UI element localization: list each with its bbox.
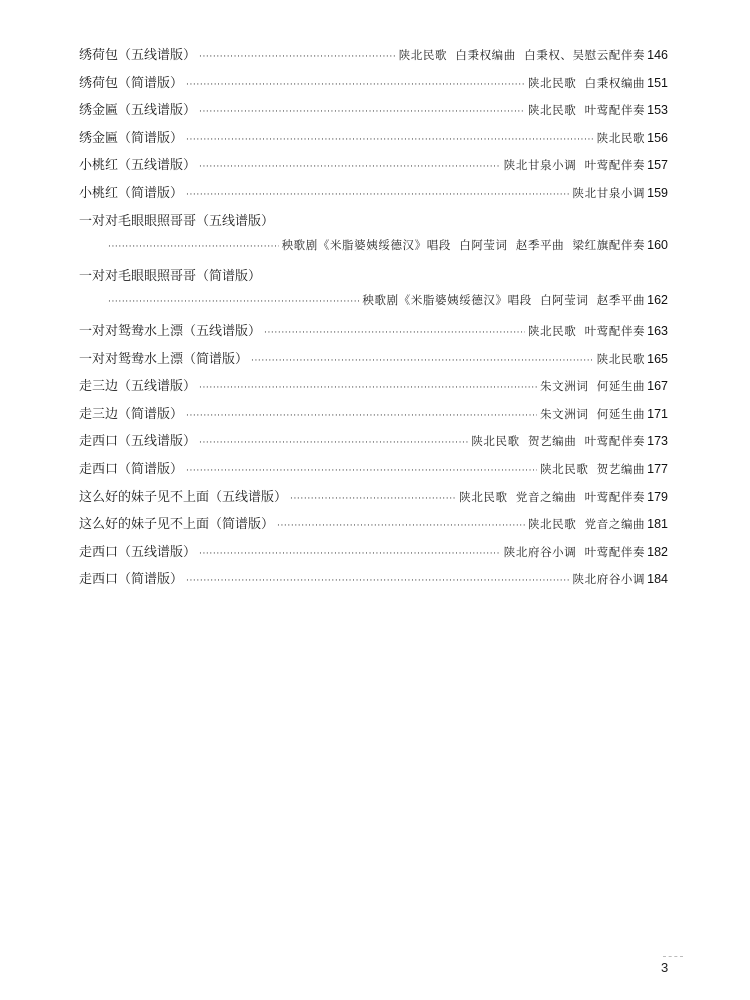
- toc-entry-page: 156: [647, 130, 668, 145]
- dot-leader: [199, 48, 396, 63]
- toc-entry-credits: 陕北民歌 贺艺编曲: [540, 461, 646, 476]
- toc-entry-page: 162: [647, 293, 668, 308]
- toc-entry[interactable]: [79, 541, 668, 569]
- dot-leader: [251, 352, 594, 367]
- toc-entry[interactable]: [79, 265, 668, 293]
- toc-entry[interactable]: [79, 348, 668, 376]
- toc-entry-title: 绣金匾（简谱版）: [79, 130, 184, 146]
- toc-entry-title: 这么好的妹子见不上面（简谱版）: [79, 517, 275, 533]
- dot-leader: [199, 434, 468, 449]
- toc-entry[interactable]: [79, 320, 668, 348]
- toc-entry-title: 一对对毛眼眼照哥哥（简谱版）: [79, 268, 262, 284]
- dot-leader: [186, 407, 537, 422]
- toc-entry-page: 177: [647, 461, 668, 476]
- toc-entry-page: 153: [647, 103, 668, 118]
- toc-entry-title: 走西口（五线谱版）: [79, 544, 197, 560]
- table-of-contents: [79, 44, 668, 596]
- toc-entry-title: 走西口（五线谱版）: [79, 434, 197, 450]
- dot-leader: [186, 76, 525, 91]
- toc-entry-continuation[interactable]: [79, 237, 668, 265]
- toc-entry-credits: 陕北民歌 叶莺配伴奏: [527, 103, 646, 118]
- toc-entry[interactable]: [79, 127, 668, 155]
- toc-entry[interactable]: [79, 403, 668, 431]
- toc-entry-credits: 陕北民歌 党音之编曲: [527, 517, 646, 532]
- toc-entry[interactable]: [79, 486, 668, 514]
- dot-leader: [290, 490, 456, 505]
- toc-entry-title: 绣荷包（简谱版）: [79, 75, 184, 91]
- toc-entry-page: 160: [647, 238, 668, 253]
- toc-entry-continuation[interactable]: [79, 292, 668, 320]
- toc-entry-credits: 陕北民歌 白秉权编曲: [527, 75, 646, 90]
- toc-entry-title: 小桃红（简谱版）: [79, 185, 184, 201]
- toc-entry-page: 157: [647, 158, 668, 173]
- toc-entry-credits: 朱文洲词 何延生曲: [540, 406, 646, 421]
- toc-entry[interactable]: [79, 182, 668, 210]
- toc-entry-title: 绣金匾（五线谱版）: [79, 103, 197, 119]
- toc-entry-title: 走西口（简谱版）: [79, 461, 184, 477]
- toc-entry-title: 这么好的妹子见不上面（五线谱版）: [79, 489, 288, 505]
- toc-entry[interactable]: [79, 430, 668, 458]
- toc-entry[interactable]: [79, 44, 668, 72]
- toc-entry-credits: 陕北府谷小调: [572, 572, 646, 587]
- toc-entry-page: 173: [647, 434, 668, 449]
- toc-entry-title: 小桃红（五线谱版）: [79, 158, 197, 174]
- toc-entry-credits: 陕北甘泉小调: [572, 185, 646, 200]
- toc-entry-credits: 陕北民歌 贺艺编曲 叶莺配伴奏: [471, 434, 646, 449]
- toc-entry-page: 171: [647, 406, 668, 421]
- toc-entry[interactable]: [79, 458, 668, 486]
- toc-entry-page: 146: [647, 48, 668, 62]
- dot-leader: [277, 517, 525, 532]
- toc-entry-title: 走三边（五线谱版）: [79, 379, 197, 395]
- toc-entry[interactable]: [79, 375, 668, 403]
- toc-entry-page: 179: [647, 489, 668, 504]
- dot-leader: [199, 379, 537, 394]
- toc-entry-title: 走西口（简谱版）: [79, 572, 184, 588]
- dot-leader: [199, 103, 525, 118]
- toc-entry-title: 一对对鸳鸯水上漂（简谱版）: [79, 351, 249, 367]
- toc-entry[interactable]: [79, 513, 668, 541]
- toc-entry-credits: 陕北民歌 党音之编曲 叶莺配伴奏: [459, 489, 646, 504]
- dot-leader: [186, 462, 537, 477]
- toc-entry-title: 绣荷包（五线谱版）: [79, 48, 197, 63]
- toc-entry-page: 184: [647, 572, 668, 587]
- toc-entry[interactable]: [79, 210, 668, 238]
- toc-entry-credits: 陕北甘泉小调 叶莺配伴奏: [503, 158, 646, 173]
- toc-entry-page: 163: [647, 323, 668, 338]
- toc-entry-page: 181: [647, 517, 668, 532]
- dot-leader: [186, 131, 594, 146]
- toc-entry-title: 一对对鸳鸯水上漂（五线谱版）: [79, 323, 262, 339]
- toc-entry-credits: 朱文洲词 何延生曲: [540, 379, 646, 394]
- dot-leader: [199, 158, 501, 173]
- footer-rule: [663, 956, 683, 957]
- toc-entry-page: 167: [647, 379, 668, 394]
- dot-leader: [186, 572, 570, 587]
- toc-entry[interactable]: [79, 568, 668, 596]
- toc-entry-credits: 陕北民歌 叶莺配伴奏: [527, 323, 646, 338]
- toc-entry[interactable]: [79, 154, 668, 182]
- dot-leader: [186, 186, 570, 201]
- dot-leader: [264, 324, 525, 339]
- toc-entry-page: 159: [647, 185, 668, 200]
- toc-entry-credits: 秧歌剧《米脂婆姨绥德汉》唱段 白阿莹词 赵季平曲: [362, 293, 646, 308]
- toc-entry-page: 151: [647, 75, 668, 90]
- toc-entry-page: 165: [647, 351, 668, 366]
- dot-leader: [199, 545, 501, 560]
- toc-entry-credits: 陕北民歌: [596, 351, 646, 366]
- toc-entry-credits: 秧歌剧《米脂婆姨绥德汉》唱段 白阿莹词 赵季平曲 梁红旗配伴奏: [281, 238, 646, 253]
- toc-entry-credits: 陕北民歌 白秉权编曲 白秉权、吴慰云配伴奏: [398, 48, 646, 62]
- toc-entry-title: 一对对毛眼眼照哥哥（五线谱版）: [79, 213, 275, 229]
- toc-entry-title: 走三边（简谱版）: [79, 406, 184, 422]
- toc-entry-page: 182: [647, 544, 668, 559]
- toc-entry-credits: 陕北府谷小调 叶莺配伴奏: [503, 544, 646, 559]
- dot-leader: [108, 238, 279, 253]
- toc-entry[interactable]: [79, 99, 668, 127]
- page-number: 3: [661, 960, 669, 975]
- toc-entry[interactable]: [79, 72, 668, 100]
- dot-leader: [108, 293, 359, 308]
- toc-entry-credits: 陕北民歌: [596, 130, 646, 145]
